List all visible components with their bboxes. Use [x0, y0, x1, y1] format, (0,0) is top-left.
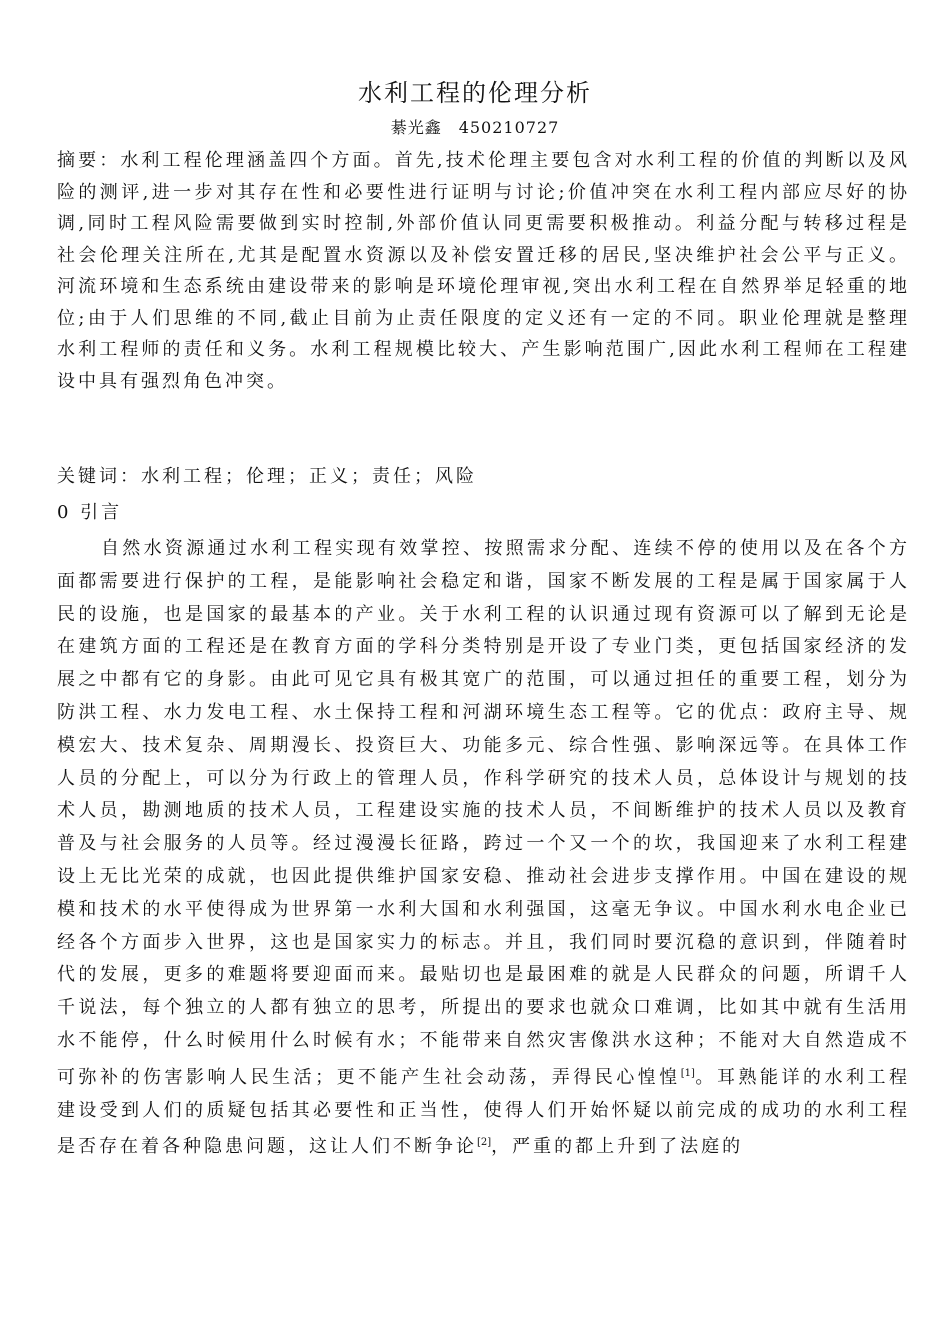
- citation-ref-2: [2]: [477, 1137, 492, 1149]
- body-text-part-1: 自然水资源通过水利工程实现有效掌控、按照需求分配、连续不停的使用以及在各个方面都需要进行保护的工程，是能影响社会稳定和谐，国家不断发展的工程是属于国家属于人民的设施，也是国家的最基本的产业。关于水利工程的认识通过现有资源可以了解到无论是在建筑方面的工程还是在教育方面的学科分类特别是开设了专业门类，更包括国家经济的发展之中都有它的身影。由此可见它具有极其宽广的范围，可以通过担任的重要工程，划分为防洪工程、水力发电工程、水土保持工程和河湖环境生态工程等。它的优点：政府主导、规模宏大、技术复杂、周期漫长、投资巨大、功能多元、综合性强、影响深远等。在具体工作人员的分配上，可以分为行政上的管理人员，作科学研究的技术人员，总体设计与规划的技术人员，勘测地质的技术人员，工程建设实施的技术人员，不间断维护的技术人员以及教育普及与社会服务的人员等。经过漫漫长征路，跨过一个又一个的坎，我国迎来了水利工程建设上无比光荣的成就，也因此提供维护国家安稳、推动社会进步支撑作用。中国在建设的规模和技术的水平使得成为世界第一水利大国和水利强国，这毫无争议。中国水利水电企业已经各个方面步入世界，这也是国家实力的标志。并且，我们同时要沉稳的意识到，伴随着时代的发展，更多的难题将要迎面而来。最贴切也是最困难的就是人民群众的问题，所谓千人千说法，每个独立的人都有独立的思考，所提出的要求也就众口难调，比如其中就有生活用水不能停，什么时候用什么时候有水；不能带来自然灾害像洪水这种；不能对大自然造成不可弥补的伤害影响人民生活；更不能产生社会动荡，弄得民心惶惶: [57, 538, 910, 1088]
- paper-title: 水利工程的伦理分析: [358, 79, 592, 107]
- body-text-part-2: 。耳熟能详的水利工程建设受到人们的质疑包括其必要性和正当性，使得人们开始怀疑以前完成的成功的水利工程是否存在着各种隐患问题，这让人们不断争论: [57, 1066, 911, 1158]
- introduction-paragraph: [57, 533, 910, 1164]
- keywords-line: 关键词：水利工程；伦理；正义；责任；风险: [57, 466, 477, 487]
- author-line: 綦光鑫 450210727: [390, 118, 560, 137]
- abstract-paragraph: 摘要：水利工程伦理涵盖四个方面。首先,技术伦理主要包含对水利工程的价值的判断以及风险的测评,进一步对其存在性和必要性进行证明与讨论;价值冲突在水利工程内部应尽好的协调,同时工程风险需要做到实时控制,外部价值认同更需要积极推动。利益分配与转移过程是社会伦理关注所在,尤其是配置水资源以及补偿安置迁移的居民,坚决维护社会公平与正义。河流环境和生态系统由建设带来的影响是环境伦理审视,突出水利工程在自然界举足轻重的地位;由于人们思维的不同,截止目前为止责任限度的定义还有一定的不同。职业伦理就是整理水利工程师的责任和义务。水利工程规模比较大、产生影响范围广,因此水利工程师在工程建设中具有强烈角色冲突。: [57, 150, 910, 392]
- body-text-part-3: ，严重的都上升到了法庭的: [491, 1136, 744, 1158]
- section-heading-introduction: 0 引言: [57, 502, 123, 523]
- citation-ref-1: [1]: [680, 1067, 695, 1079]
